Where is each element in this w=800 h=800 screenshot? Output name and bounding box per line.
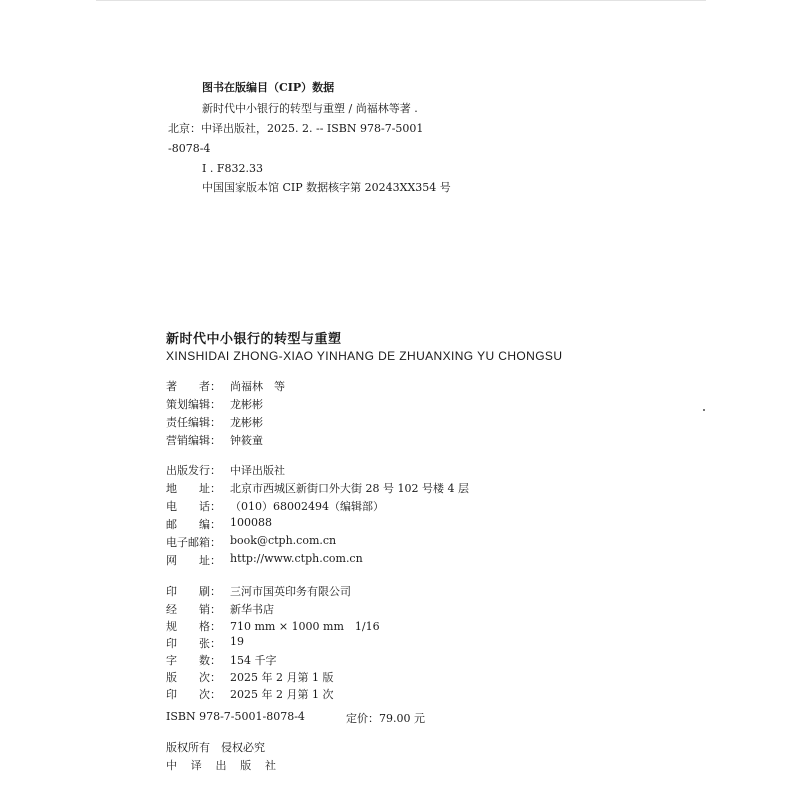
credit-row [166, 432, 263, 448]
credit-label: 著 者： [166, 380, 221, 393]
printing-row [166, 601, 274, 617]
publisher-label: 出版发行： [166, 464, 221, 477]
cip-line-record-number: 中国国家版本馆 CIP 数据核字第 20243XX354 号 [202, 181, 451, 194]
printing-value: 2025 年 2 月第 1 次 [230, 688, 334, 701]
printing-row [166, 669, 333, 685]
printing-label: 经 销： [166, 603, 221, 616]
printing-label: 印 张： [166, 637, 221, 650]
publisher-row [166, 480, 469, 496]
credit-label: 营销编辑： [166, 434, 221, 447]
publisher-char: 译 [190, 759, 202, 772]
publisher-label: 地 址： [166, 482, 221, 495]
credit-value: 尚福林 等 [230, 380, 285, 393]
credit-value: 龙彬彬 [230, 416, 263, 429]
printing-row [166, 635, 244, 651]
publisher-char: 中 [166, 759, 177, 772]
publisher-value: 北京市西城区新街口外大街 28 号 102 号楼 4 层 [230, 482, 469, 495]
stray-mark [703, 409, 705, 411]
publisher-label: 网 址： [166, 554, 221, 567]
publisher-char: 社 [265, 759, 276, 772]
top-rule [96, 0, 706, 1]
publisher-char: 版 [240, 759, 252, 772]
book-title-chinese: 新时代中小银行的转型与重塑 [166, 332, 342, 347]
rights-statement: 版权所有 侵权必究 [166, 741, 265, 754]
printing-label: 字 数： [166, 654, 221, 667]
printing-label: 版 次： [166, 671, 221, 684]
printing-label: 印 刷： [166, 585, 221, 598]
publisher-row [166, 516, 272, 532]
printing-label: 规 格： [166, 620, 221, 633]
cip-line-classification: Ⅰ . F832.33 [202, 162, 263, 175]
publisher-website: http://www.ctph.com.cn [230, 552, 363, 565]
printing-value: 2025 年 2 月第 1 版 [230, 671, 334, 684]
cip-line-title: 新时代中小银行的转型与重塑 / 尚福林等著 . [202, 102, 418, 115]
publisher-value: （010）68002494（编辑部） [230, 500, 384, 513]
cip-line-publisher: 北京：中译出版社，2025. 2. -- ISBN 978-7-5001 [168, 122, 424, 135]
credit-row [166, 378, 285, 394]
publisher-name-spaced [166, 757, 276, 773]
printing-value: 710 mm × 1000 mm 1/16 [230, 620, 380, 633]
isbn-number: ISBN 978-7-5001-8078-4 [166, 710, 305, 723]
printing-row [166, 583, 351, 599]
publisher-row [166, 552, 363, 568]
publisher-email: book@ctph.com.cn [230, 534, 337, 547]
printing-value: 154 千字 [230, 654, 277, 667]
publisher-char: 出 [215, 759, 227, 772]
printing-row [166, 618, 380, 634]
publisher-row [166, 534, 336, 550]
credit-value: 钟筱童 [230, 434, 263, 447]
printing-value: 三河市国英印务有限公司 [230, 585, 351, 598]
publisher-label: 邮 编： [166, 518, 221, 531]
credit-label: 责任编辑： [166, 416, 221, 429]
printing-row [166, 686, 333, 702]
publisher-value: 中译出版社 [230, 464, 285, 477]
price: 定价：79.00 元 [346, 712, 425, 725]
publisher-row [166, 462, 285, 478]
credit-row [166, 396, 263, 412]
printing-label: 印 次： [166, 688, 221, 701]
publisher-value: 100088 [230, 516, 272, 529]
printing-row [166, 652, 277, 668]
publisher-label: 电 话： [166, 500, 221, 513]
credit-value: 龙彬彬 [230, 398, 263, 411]
printing-value: 19 [230, 635, 244, 648]
credit-row [166, 414, 263, 430]
credit-label: 策划编辑： [166, 398, 221, 411]
publisher-row [166, 498, 384, 514]
cip-heading: 图书在版编目（CIP）数据 [202, 81, 335, 94]
publisher-label: 电子邮箱： [166, 536, 221, 549]
printing-value: 新华书店 [230, 603, 274, 616]
book-title-pinyin: XINSHIDAI ZHONG-XIAO YINHANG DE ZHUANXING YU CHONGSU [166, 349, 563, 363]
cip-line-isbn-tail: -8078-4 [168, 142, 211, 155]
